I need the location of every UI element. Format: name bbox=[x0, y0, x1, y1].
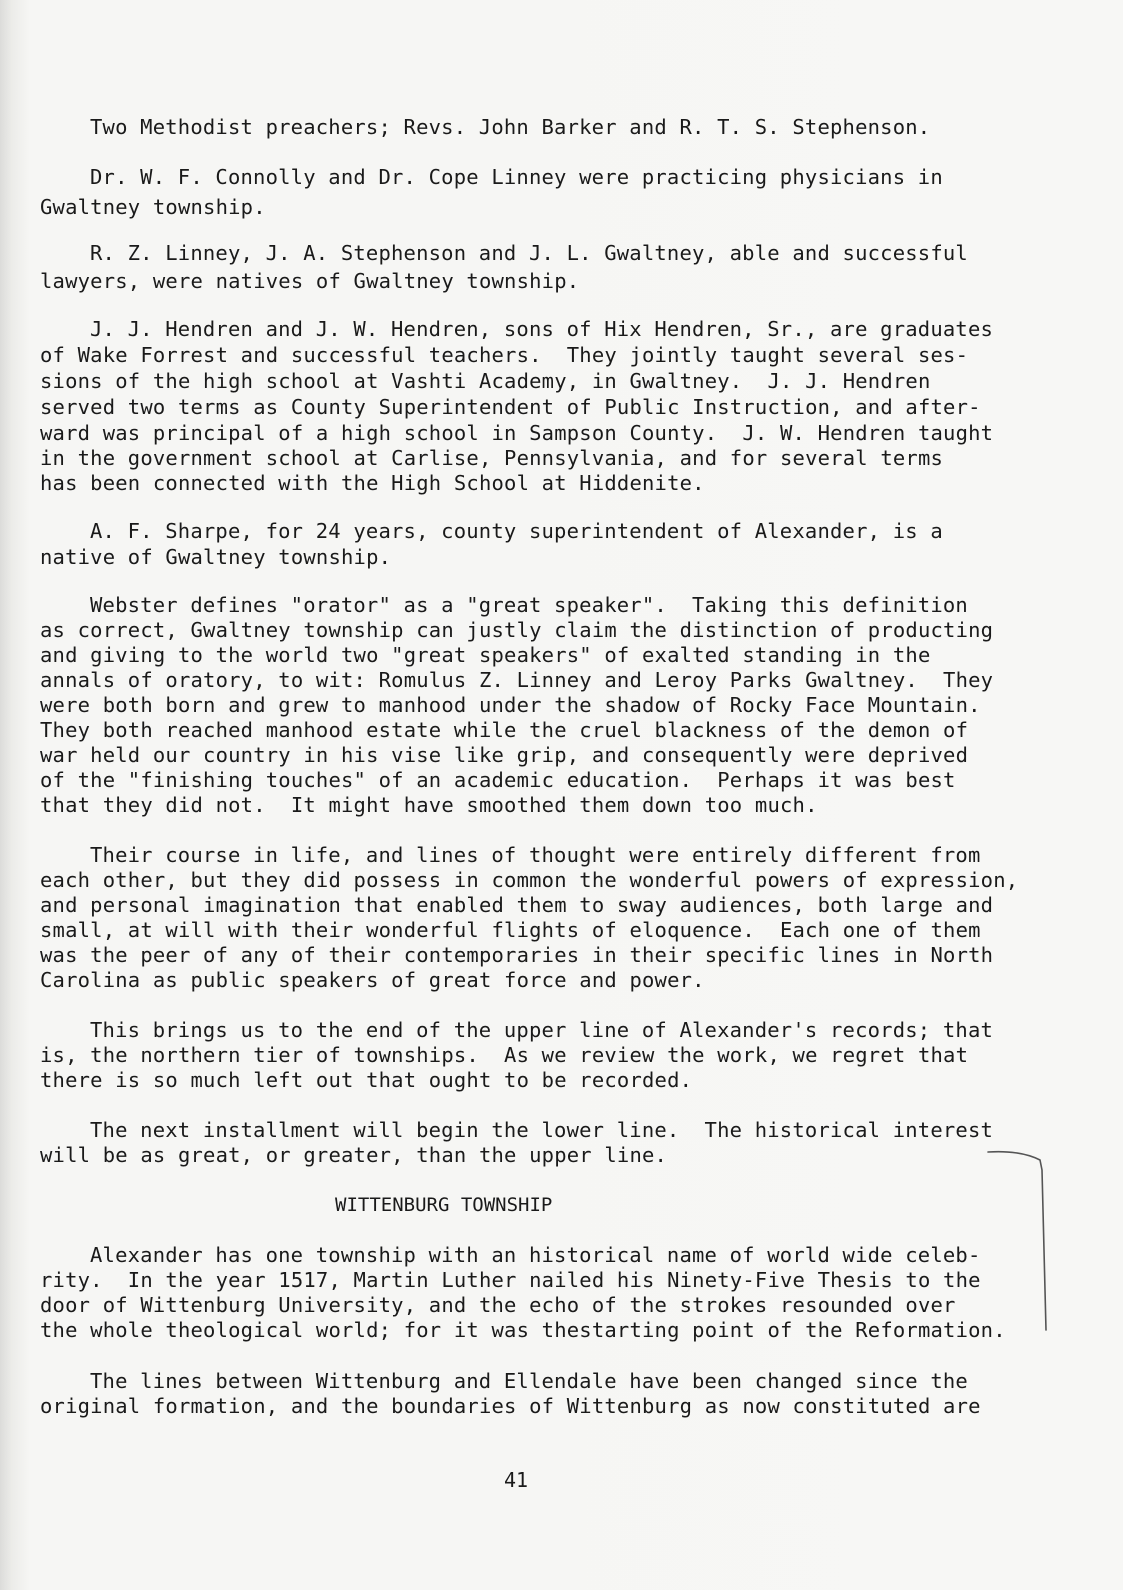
text-line: of Wake Forrest and successful teachers. They jointly taught several ses- bbox=[40, 343, 969, 367]
text-line: in the government school at Carlise, Pennsylvania, and for several terms bbox=[40, 446, 944, 470]
text-line: Alexander has one township with an historical name of world wide celeb- bbox=[90, 1243, 981, 1267]
text-line: This brings us to the end of the upper line of Alexander's records; that bbox=[90, 1018, 994, 1042]
text-line: They both reached manhood estate while the cruel blackness of the demon of bbox=[40, 718, 969, 742]
text-line: Webster defines "orator" as a "great speaker". Taking this definition bbox=[90, 593, 968, 617]
text-line: annals of oratory, to wit: Romulus Z. Linney and Leroy Parks Gwaltney. They bbox=[40, 668, 994, 692]
text-line: The lines between Wittenburg and Ellendale have been changed since the bbox=[90, 1369, 968, 1393]
page-number: 41 bbox=[504, 1468, 529, 1492]
text-line: small, at will with their wonderful flights of eloquence. Each one of them bbox=[40, 918, 981, 942]
text-line: Their course in life, and lines of thought were entirely different from bbox=[90, 843, 981, 867]
text-line: the whole theological world; for it was thestarting point of the Reformation. bbox=[40, 1318, 1006, 1342]
text-line: as correct, Gwaltney township can justly claim the distinction of producting bbox=[40, 618, 994, 642]
text-line: there is so much left out that ought to be recorded. bbox=[40, 1068, 693, 1092]
text-line: was the peer of any of their contemporaries in their specific lines in North bbox=[40, 943, 994, 967]
text-line: Dr. W. F. Connolly and Dr. Cope Linney were practicing physicians in bbox=[90, 165, 943, 189]
text-line: war held our country in his vise like grip, and consequently were deprived bbox=[40, 743, 969, 767]
text-line: J. J. Hendren and J. W. Hendren, sons of Hix Hendren, Sr., are graduates bbox=[90, 317, 994, 341]
text-line: each other, but they did possess in common the wonderful powers of expression, bbox=[40, 868, 1019, 892]
text-line: R. Z. Linney, J. A. Stephenson and J. L. Gwaltney, able and successful bbox=[90, 241, 968, 265]
text-line: door of Wittenburg University, and the echo of the strokes resounded over bbox=[40, 1293, 956, 1317]
text-line: and personal imagination that enabled them to sway audiences, both large and bbox=[40, 893, 994, 917]
text-line: original formation, and the boundaries of Wittenburg as now constituted are bbox=[40, 1394, 981, 1418]
section-heading: WITTENBURG TOWNSHIP bbox=[335, 1194, 553, 1216]
text-line: and giving to the world two "great speakers" of exalted standing in the bbox=[40, 643, 931, 667]
text-line: Gwaltney township. bbox=[40, 195, 266, 219]
text-line: rity. In the year 1517, Martin Luther nailed his Ninety-Five Thesis to the bbox=[40, 1268, 981, 1292]
text-line: has been connected with the High School at Hiddenite. bbox=[40, 471, 705, 495]
text-line: Two Methodist preachers; Revs. John Barker and R. T. S. Stephenson. bbox=[90, 115, 931, 139]
text-line: served two terms as County Superintendent of Public Instruction, and after- bbox=[40, 395, 981, 419]
text-line: A. F. Sharpe, for 24 years, county superintendent of Alexander, is a bbox=[90, 519, 943, 543]
text-line: native of Gwaltney township. bbox=[40, 545, 392, 569]
text-line: were both born and grew to manhood under the shadow of Rocky Face Mountain. bbox=[40, 693, 981, 717]
text-line: ward was principal of a high school in Sampson County. J. W. Hendren taught bbox=[40, 421, 994, 445]
text-line: The next installment will begin the lower line. The historical interest bbox=[90, 1118, 994, 1142]
text-line: of the "finishing touches" of an academic education. Perhaps it was best bbox=[40, 768, 956, 792]
text-line: that they did not. It might have smoothed them down too much. bbox=[40, 793, 818, 817]
text-line: is, the northern tier of townships. As we review the work, we regret that bbox=[40, 1043, 969, 1067]
text-line: will be as great, or greater, than the upper line. bbox=[40, 1143, 668, 1167]
text-line: lawyers, were natives of Gwaltney township. bbox=[40, 269, 580, 293]
text-line: Carolina as public speakers of great force and power. bbox=[40, 968, 705, 992]
text-line: sions of the high school at Vashti Academy, in Gwaltney. J. J. Hendren bbox=[40, 369, 931, 393]
